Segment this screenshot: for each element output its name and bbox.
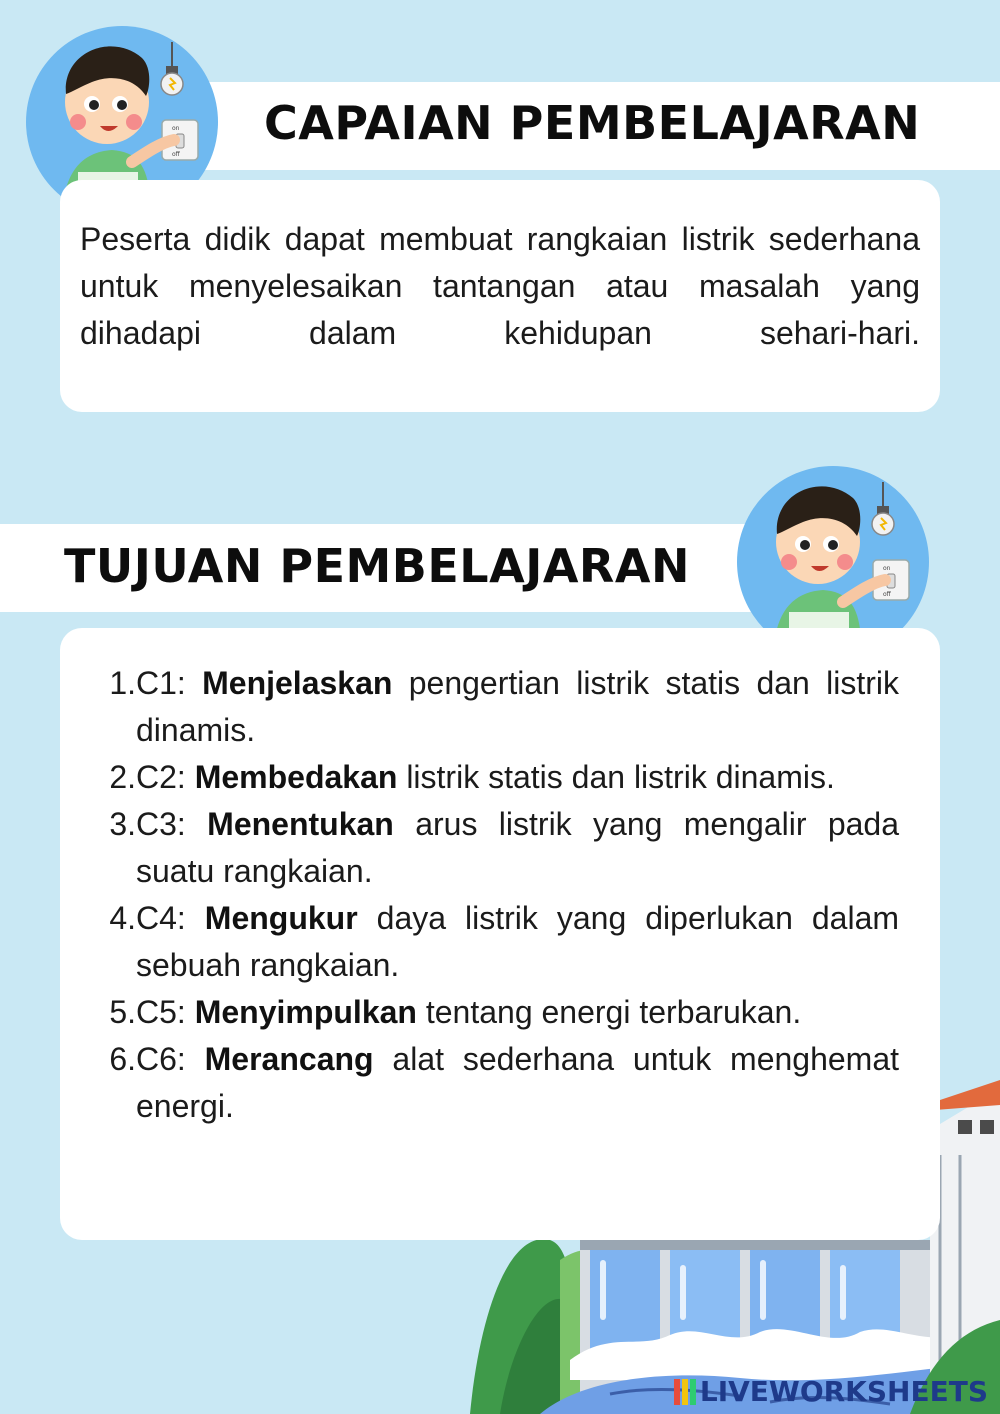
objective-number: 4.	[109, 900, 136, 936]
objectives-list	[104, 660, 899, 1130]
section-title-tujuan: TUJUAN PEMBELAJARAN	[64, 539, 690, 593]
objective-text: listrik statis dan listrik dinamis.	[406, 759, 835, 795]
objective-text: pengertian listrik statis dan listrik dinamis.	[136, 665, 900, 748]
objective-code: C6:	[136, 1041, 186, 1077]
objective-code: C1:	[136, 665, 186, 701]
objective-code: C3:	[136, 806, 186, 842]
objective-verb: Menentukan	[207, 806, 394, 842]
svg-text:on: on	[883, 565, 891, 572]
objective-item	[104, 989, 899, 1036]
objective-item	[104, 895, 899, 989]
objective-verb: Mengukur	[204, 900, 358, 936]
objective-item	[104, 660, 899, 754]
objective-number: 2.	[109, 759, 136, 795]
liveworksheets-mark-icon	[674, 1377, 696, 1407]
objective-verb: Membedakan	[194, 759, 398, 795]
objective-number: 3.	[109, 806, 136, 842]
objective-number: 1.	[109, 665, 136, 701]
objective-item	[104, 754, 899, 801]
objective-item	[104, 801, 899, 895]
objective-text: arus listrik yang mengalir pada suatu rangkaian.	[136, 806, 900, 889]
capaian-text: Peserta didik dapat membuat rangkaian listrik sederhana untuk menyelesaikan tantangan atau masalah yang dihadapi dalam kehidupan sehari-hari.	[80, 221, 920, 351]
objective-code: C2:	[136, 759, 186, 795]
liveworksheets-logo	[674, 1375, 988, 1408]
objective-verb: Menjelaskan	[202, 665, 393, 701]
objective-number: 5.	[109, 994, 136, 1030]
objective-text: daya listrik yang diperlukan dalam sebuah rangkaian.	[136, 900, 900, 983]
objective-number: 6.	[109, 1041, 136, 1077]
objective-code: C5:	[136, 994, 186, 1030]
svg-text:on: on	[172, 125, 180, 132]
section-title-capaian: CAPAIAN PEMBELAJARAN	[264, 96, 921, 150]
objective-text: tentang energi terbarukan.	[425, 994, 802, 1030]
svg-text:off: off	[172, 151, 180, 158]
objective-text: alat sederhana untuk menghemat energi.	[136, 1041, 900, 1124]
objective-verb: Merancang	[204, 1041, 374, 1077]
objective-verb: Menyimpulkan	[194, 994, 417, 1030]
footer-brand: LIVEWORKSHEETS	[699, 1375, 988, 1408]
objective-code: C4:	[136, 900, 186, 936]
objective-item	[104, 1036, 899, 1130]
svg-text:off: off	[883, 591, 891, 598]
